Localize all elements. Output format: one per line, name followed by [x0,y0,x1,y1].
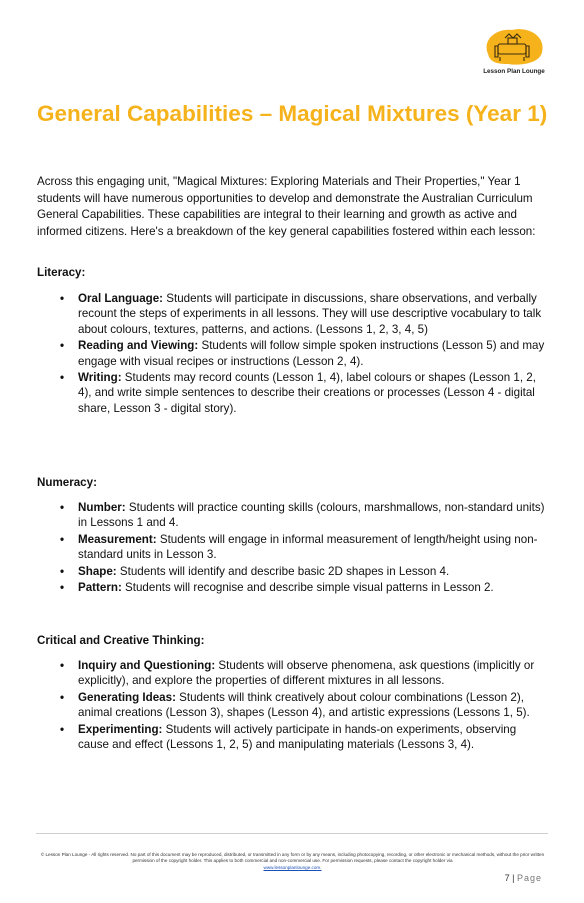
numeracy-list [60,500,547,596]
list-item: • Shape: Students will identify and describe basic 2D shapes in Lesson 4. [60,564,450,578]
list-item: • Experimenting: Students will actively participate in hands-on experiments, observing cause and effect (Lessons 1, 2, 5) and manipulating materials (Lessons 3, 4). [60,722,517,752]
page-title: General Capabilities – Magical Mixtures (Year 1) [37,101,548,126]
website-link[interactable]: www.lessonplanlounge.com. [263,864,322,870]
list-item: • Pattern: Students will recognise and describe simple visual patterns in Lesson 2. [60,581,494,595]
logo-text: Lesson Plan Lounge [483,68,545,75]
list-item: • Measurement: Students will engage in informal measurement of length/height using non-standard units in Lesson 3. [60,532,538,562]
list-item: • Reading and Viewing: Students will follow simple spoken instructions (Lesson 5) and may engage with visual recipes or instructions (Lesson 2, 4). [60,339,545,368]
list-item: • Writing: Students may record counts (Lesson 1, 4), label colours or shapes (Lesson 1, 2, 4), and write simple sentences to describe their creations or processes (Lesson 4 - digital share, Lesson 3 - digital story). [60,371,536,415]
section-heading-literacy: Literacy: [37,266,86,279]
page-number: 7 | Page [504,873,542,883]
intro-paragraph: Across this engaging unit, "Magical Mixtures: Exploring Materials and Their Properties," Year 1 students will have numerous opportunities to develop and demonstrate the Australian Curriculum General Capabilities. These capabilities are integral to their learning and growth as active and informed citizens. Here's a breakdown of the key general capabilities fostered within each lesson: [37,175,536,238]
copyright-footer [40,852,545,871]
literacy-list [60,291,547,417]
list-item: • Generating Ideas: Students will think creatively about colour combinations (Lesson 2), animal creations (Lesson 3), shapes (Lesson 4), and artistic expressions (Lessons 1, 5). [60,690,530,720]
critical-thinking-list [60,658,547,753]
list-item: • Number: Students will practice counting skills (colours, marshmallows, non-standard units) in Lessons 1 and 4. [60,501,545,530]
footer-divider [36,833,548,834]
copyright-text: © Lesson Plan Lounge - All rights reserved. No part of this document may be reproduced, distributed, or transmitted in any form or by any means, including photocopying, recording, or other electronic or mechanical methods, without the prior written permission of the copyright holder. This applies to both commercial and non-commercial use. For permission requests, please contact the copyright holder via [40,852,545,864]
list-item: • Oral Language: Students will participate in discussions, share observations, and verbally recount the steps of experiments in all lessons. They will use descriptive vocabulary to talk about colours, textures, patterns, and actions. (Lessons 1, 2, 3, 4, 5) [60,292,542,336]
section-heading-critical-creative-thinking: Critical and Creative Thinking: [37,634,205,647]
list-item: • Inquiry and Questioning: Students will observe phenomena, ask questions (implicitly or explicitly), and explore the properties of different mixtures in all lessons. [60,659,535,688]
section-heading-numeracy: Numeracy: [37,476,97,489]
